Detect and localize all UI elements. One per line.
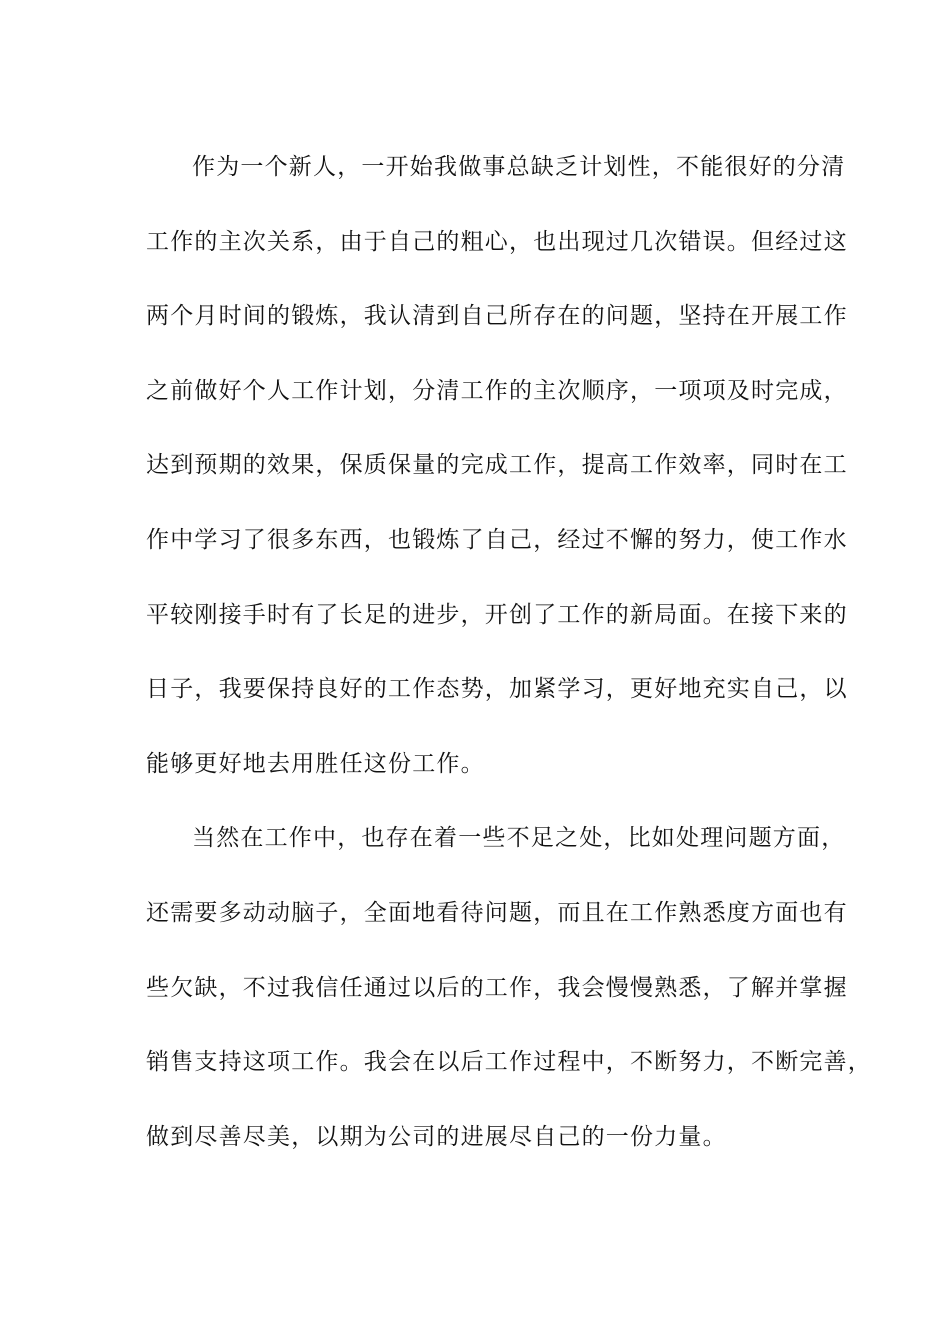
text-line: 销售支持这项工作。我会在以后工作过程中，不断努力，不断完善，	[146, 1049, 872, 1076]
text-line: 之前做好个人工作计划，分清工作的主次顺序，一项项及时完成，	[146, 377, 848, 404]
text-line: 些欠缺，不过我信任通过以后的工作，我会慢慢熟悉，了解并掌握	[146, 974, 848, 1001]
paragraph-2	[146, 801, 872, 1174]
text-line: 达到预期的效果，保质保量的完成工作，提高工作效率，同时在工	[146, 452, 848, 479]
text-line: 做到尽善尽美，以期为公司的进展尽自己的一份力量。	[146, 1123, 727, 1150]
text-line: 还需要多动动脑子，全面地看待问题，而且在工作熟悉度方面也有	[146, 899, 848, 926]
text-line: 作为一个新人，一开始我做事总缺乏计划性，不能很好的分清	[192, 154, 846, 180]
text-line: 日子，我要保持良好的工作态势，加紧学习，更好地充实自己，以	[146, 676, 848, 703]
text-line: 两个月时间的锻炼，我认清到自己所存在的问题，坚持在开展工作	[146, 303, 848, 330]
text-line: 能够更好地去用胜任这份工作。	[146, 750, 485, 777]
paragraph-1	[146, 130, 848, 801]
text-line: 平较刚接手时有了长足的进步，开创了工作的新局面。在接下来的	[146, 601, 848, 628]
text-line: 作中学习了很多东西，也锻炼了自己，经过不懈的努力，使工作水	[146, 526, 848, 553]
text-line: 当然在工作中，也存在着一些不足之处，比如处理问题方面，	[192, 825, 846, 852]
body-text	[146, 130, 872, 1174]
text-line: 工作的主次关系，由于自己的粗心，也出现过几次错误。但经过这	[146, 228, 848, 255]
